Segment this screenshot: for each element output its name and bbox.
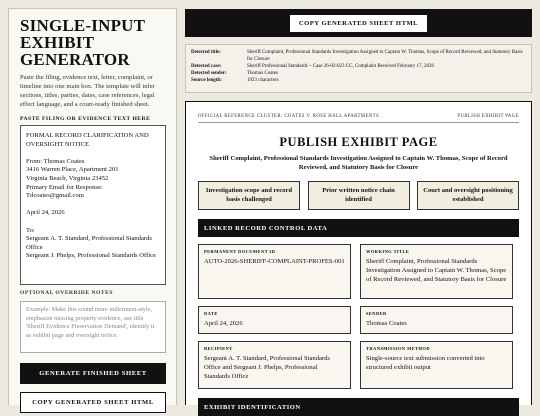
top-toolbar: [185, 9, 532, 37]
app-title: SINGLE-INPUT EXHIBIT GENERATOR: [20, 16, 145, 69]
section-heading-exhibit-id: EXHIBIT IDENTIFICATION: [198, 398, 519, 416]
section-heading-control-data: LINKED RECORD CONTROL DATA: [198, 219, 519, 237]
date-value: April 24, 2026: [204, 320, 243, 327]
detected-case-value: Sheriff Professional Standards – Case 26-02-023 CC, Complaint Received February 17, 2026: [247, 64, 434, 69]
permanent-id-card: [198, 244, 351, 299]
input-text-line: 3416 Warren Place, Apartment 201: [26, 166, 119, 174]
app-description: Paste the filing, evidence text, letter, complaint, or timeline into one main box. The template will infer sections, titles, parties, dates, case references, legal effect language, and a court-ready finished sheet.: [20, 74, 155, 108]
detected-sender-value: Thomas Coates: [247, 71, 278, 76]
input-label: PASTE FILING OR EVIDENCE TEXT HERE: [20, 116, 151, 122]
sheet-header-left: OFFICIAL REFERENCE CLUSTER: COATES V. ROSE HALL APARTMENTS: [198, 114, 380, 119]
record-control-grid: [198, 244, 519, 389]
input-blank-line: [26, 201, 160, 210]
meta-key: Detected sender:: [191, 71, 227, 76]
source-length-value: 1923 characters: [247, 78, 279, 83]
sheet-title: PUBLISH EXHIBIT PAGE: [279, 135, 438, 149]
card-label: DATE: [204, 311, 218, 316]
input-text-line: OVERSIGHT NOTICE: [26, 140, 90, 148]
meta-row-length: [191, 77, 526, 84]
working-title-value: Sheriff Complaint, Professional Standards Investigation Assigned to Captain W. Thomas, Scope of Record Reviewed, and Statutory Basis for Closure: [366, 258, 507, 283]
generator-panel: [8, 8, 177, 405]
input-text-line: Primary Email for Response:: [26, 183, 103, 191]
summary-chip: Investigation scope and record basis challenged: [198, 181, 300, 210]
generate-button[interactable]: GENERATE FINISHED SHEET: [20, 363, 166, 384]
sender-value: Thomas Coates: [366, 320, 407, 327]
transmission-value: Single-source text submission converted into structured exhibit output: [366, 355, 485, 371]
input-blank-line: [26, 218, 160, 227]
input-text-line: Tdcoates@gmail.com: [26, 192, 84, 200]
recipient-value: Sergeant A. T. Standard, Professional Standards Office and Sergeant J. Phelps, Professional Standards Office: [204, 355, 330, 380]
override-notes-input[interactable]: Example: Make this sound more indictment-style, emphasize missing property evidence, use title 'Sheriff Evidence Preservation Demand', identify it as exhibit page and oversight notice.: [20, 301, 166, 353]
sender-card: [360, 306, 513, 334]
working-title-card: [360, 244, 513, 299]
sheet-subtitle: Sheriff Complaint, Professional Standards Investigation Assigned to Captain W. Thomas, Scope of Record Reviewed, and Statutory Basis for Closure: [209, 155, 508, 171]
input-blank-line: [26, 149, 160, 158]
input-text-line: Sergeant J. Phelps, Professional Standards Office: [26, 252, 156, 260]
summary-chips: [198, 181, 519, 210]
meta-row-title: [191, 49, 526, 63]
input-text-line: FORMAL RECORD CLARIFICATION AND: [26, 132, 149, 139]
copy-html-button[interactable]: COPY GENERATED SHEET HTML: [20, 392, 166, 413]
date-card: [198, 306, 351, 334]
input-text-line: April 24, 2026: [26, 209, 65, 217]
input-text-line: Virginia Beach, Virginia 23452: [26, 174, 109, 182]
card-label: WORKING TITLE: [366, 249, 410, 254]
input-text-line: Office: [26, 243, 43, 251]
permanent-id-value: AUTO-2026-SHERIFF-COMPLAINT-PROFES-001: [204, 258, 345, 265]
meta-key: Detected case:: [191, 64, 222, 69]
summary-chip: Court and oversight positioning established: [417, 181, 519, 210]
filing-text-input[interactable]: [20, 125, 166, 285]
input-text-line: Sergeant A. T. Standard, Professional Standards: [26, 235, 152, 243]
override-label: OPTIONAL OVERRIDE NOTES: [20, 290, 113, 296]
card-label: TRANSMISSION METHOD: [366, 346, 430, 351]
meta-key: Detected title:: [191, 50, 221, 55]
meta-row-sender: [191, 70, 526, 77]
card-label: RECIPIENT: [204, 346, 233, 351]
card-label: SENDER: [366, 311, 387, 316]
card-label: PERMANENT DOCUMENT ID: [204, 249, 276, 254]
summary-chip: Prior written notice chain identified: [308, 181, 410, 210]
top-copy-html-button[interactable]: COPY GENERATED SHEET HTML: [290, 15, 427, 32]
detected-title-value: Sheriff Complaint, Professional Standards Investigation Assigned to Captain W. Thomas, Scope of Record Reviewed, and Statutory Basis for Closure: [247, 50, 523, 62]
sheet-header: [198, 114, 519, 123]
generated-sheet: [185, 101, 532, 411]
transmission-card: [360, 341, 513, 389]
sheet-header-right: PUBLISH EXHIBIT PAGE: [457, 114, 519, 119]
input-text-line: From: Thomas Coates: [26, 157, 85, 165]
meta-row-case: [191, 63, 526, 70]
input-text-line: To:: [26, 226, 35, 234]
meta-key: Source length:: [191, 78, 222, 83]
detection-summary: [185, 44, 532, 93]
recipient-card: [198, 341, 351, 389]
